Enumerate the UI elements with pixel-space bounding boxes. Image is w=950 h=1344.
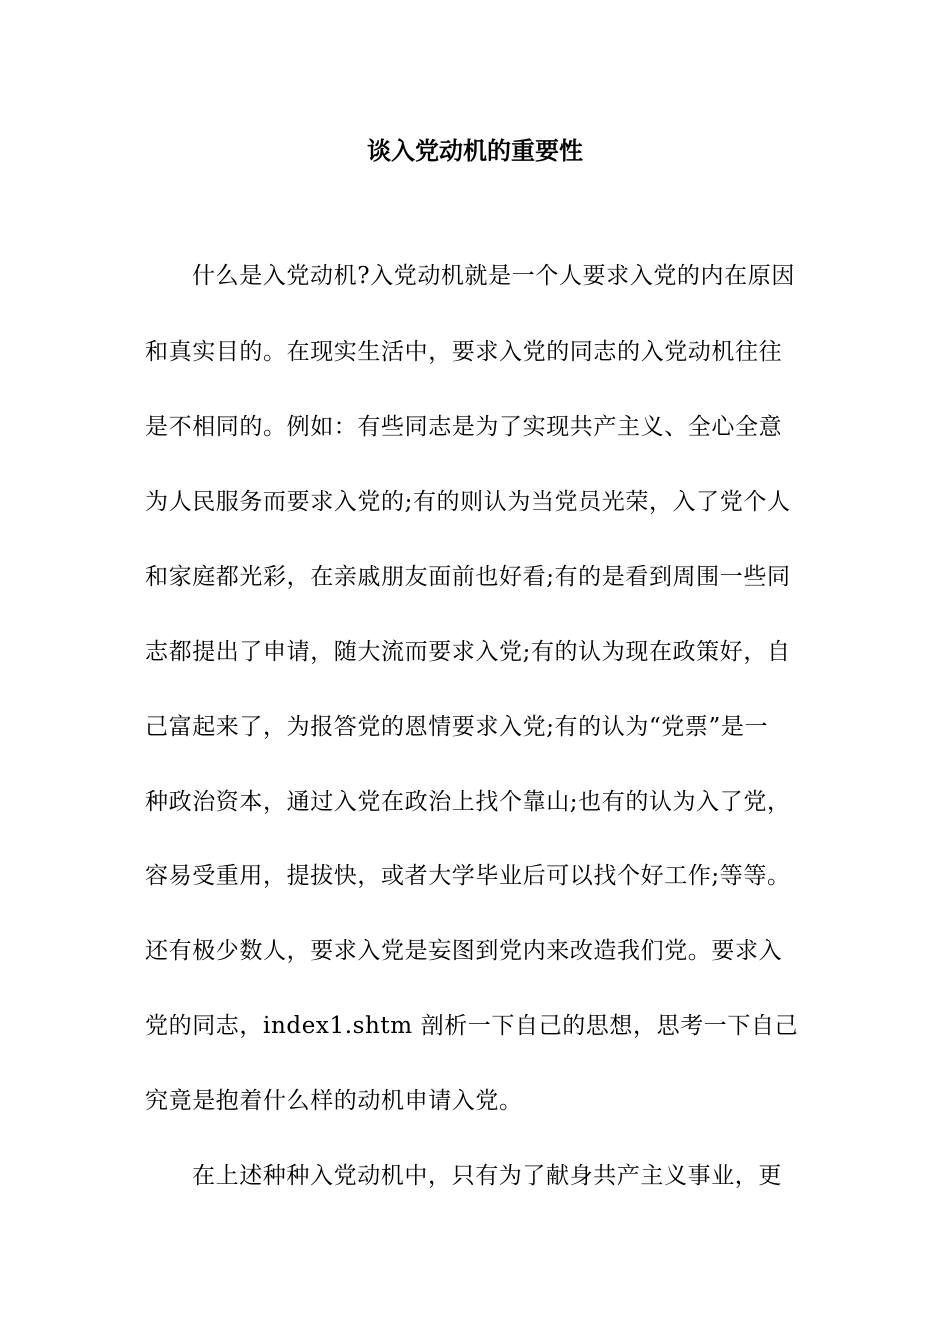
paragraph-line: 为人民服务而要求入党的;有的则认为当党员光荣，入了党个人 [145,489,791,515]
paragraph-line: 种政治资本，通过入党在政治上找个靠山;也有的认为入了党， [145,789,791,815]
paragraph-line: 在上述种种入党动机中，只有为了献身共产主义事业，更 [192,1163,782,1189]
paragraph-line: 究竟是抱着什么样的动机申请入党。 [145,1088,523,1114]
paragraph-line: 容易受重用，提拔快，或者大学毕业后可以找个好工作;等等。 [145,863,791,889]
paragraph-line: 是不相同的。例如：有些同志是为了实现共产主义、全心全意 [145,414,783,440]
paragraph-line: 和真实目的。在现实生活中，要求入党的同志的入党动机往往 [145,339,783,365]
document-title: 谈入党动机的重要性 [367,136,583,165]
paragraph-line: 什么是入党动机?入党动机就是一个人要求入党的内在原因 [192,263,795,289]
paragraph-line: 和家庭都光彩，在亲戚朋友面前也好看;有的是看到周围一些同 [145,564,791,590]
paragraph-line: 己富起来了，为报答党的恩情要求入党;有的认为“党票”是一 [145,714,769,740]
paragraph-line: 还有极少数人，要求入党是妄图到党内来改造我们党。要求入 [145,938,783,964]
paragraph-line: 志都提出了申请，随大流而要求入党;有的认为现在政策好，自 [145,639,791,665]
paragraph-line: 党的同志，index1.shtm 剖析一下自己的思想，思考一下自己 [145,1013,799,1039]
